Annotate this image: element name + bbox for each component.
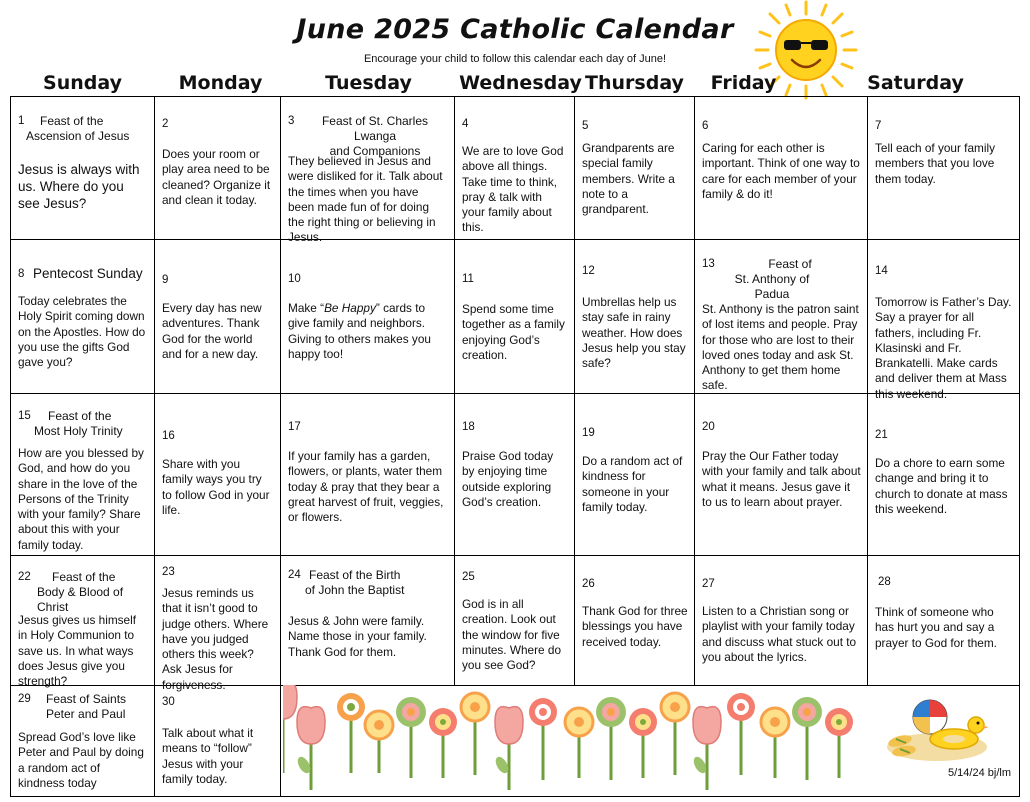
feast-title: Pentecost Sunday (33, 266, 143, 281)
day-text: Talk about what it means to “follow” Jesus with your family today. (162, 726, 254, 786)
day-text: Think of someone who has hurt you and say a prayer to God for them. (875, 605, 997, 650)
day-number: 8 (18, 268, 25, 280)
day-text: Do a chore to earn some change and bring it to church to donate at mass this weekend. (875, 456, 1008, 516)
day-text: Jesus gives us himself in Holy Communion to save us. In what ways does Jesus give you strength? (18, 613, 137, 689)
day-number: 10 (288, 273, 301, 285)
day-text: How are you blessed by God, and how do you share in the love of the Persons of the Trinity with your family? Share about this with your family today. (18, 446, 144, 552)
day-cell-29 (11, 686, 155, 797)
day-cell-21 (868, 394, 1020, 556)
day-cell-7 (868, 97, 1020, 240)
day-cell-9 (155, 240, 281, 394)
day-text: We are to love God above all things. Take time to think, pray & talk with your family about this. (462, 144, 564, 235)
day-cell-6 (695, 97, 868, 240)
day-text: Do a random act of kindness for someone in your family today. (582, 454, 683, 514)
day-cell-5 (575, 97, 695, 240)
day-text: Tell each of your family members that you love them today. (875, 141, 995, 186)
day-text: If your family has a garden, flowers, or plants, water them today & pray that they bear a great harvest of fruit, veggies, or flowers. (288, 449, 444, 525)
day-text: Thank God for three blessings you have received today. (582, 604, 688, 649)
weekday-friday: Friday (710, 72, 777, 94)
day-text: Umbrellas help us stay safe in rainy weather. How does Jesus help you stay safe? (582, 295, 686, 371)
day-number: 7 (875, 120, 882, 132)
day-number: 9 (162, 274, 169, 286)
feast-title: Feast of the Ascension of Jesus (26, 114, 130, 143)
day-cell-24 (281, 556, 455, 686)
day-text: Today celebrates the Holy Spirit coming down on the Apostles. How do you use the gifts God gave you? (18, 294, 146, 370)
day-cell-16 (155, 394, 281, 556)
day-cell-19 (575, 394, 695, 556)
weekday-monday: Monday (178, 72, 263, 94)
day-text: Pray the Our Father today with your family and talk about what it means. Jesus gave it to us to learn about prayer. (702, 449, 861, 509)
day-text: Make “Be Happy” cards to give family and neighbors. Giving to others makes you happy too! (288, 301, 431, 361)
day-number: 13 (702, 258, 715, 270)
day-text: Jesus reminds us that it isn’t good to judge others. Where have you judged others this week? Ask Jesus for forgiveness. (162, 586, 269, 692)
feast-title: Feast of the Body & Blood of Christ (37, 570, 124, 614)
day-number: 27 (702, 578, 715, 590)
day-number: 4 (462, 118, 469, 130)
day-number: 1 (18, 115, 25, 127)
weekday-sunday: Sunday (43, 72, 122, 94)
day-text: Listen to a Christian song or playlist with your family today and discuss what stuck out to you about the lyrics. (702, 604, 857, 664)
day-number: 15 (18, 410, 31, 422)
day-text: Jesus & John were family. Name those in your family. Thank God for them. (288, 614, 427, 659)
day-cell-23 (155, 556, 281, 692)
day-cell-17 (281, 394, 455, 556)
day-number: 12 (582, 265, 595, 277)
beach-toys-icon (882, 695, 992, 765)
day-number: 24 (288, 569, 301, 581)
day-number: 22 (18, 571, 31, 583)
day-text: God is in all creation. Look out the window for five minutes. Where do you see God? (462, 597, 562, 673)
day-text: St. Anthony is the patron saint of lost items and people. Pray for those who are lost to their loved ones today and ask St. Anthony to get them home safe. (702, 302, 859, 393)
day-text: Caring for each other is important. Think of one way to care for each member of your family & do it! (702, 141, 860, 201)
day-cell-18 (455, 394, 575, 556)
feast-title: Feast of St. Anthony of Padua (734, 257, 812, 301)
day-number: 6 (702, 120, 709, 132)
day-cell-26 (575, 556, 695, 686)
day-number: 11 (462, 273, 474, 285)
day-number: 18 (462, 421, 475, 433)
day-text: Share with you family ways you try to follow God in your life. (162, 457, 270, 517)
feast-title: Feast of the Birth of John the Baptist (305, 568, 405, 597)
day-cell-27 (695, 556, 868, 686)
signature: 5/14/24 bj/lm (948, 767, 1011, 779)
day-cell-1 (11, 97, 155, 240)
day-number: 20 (702, 421, 715, 433)
feast-title: Feast of St. Charles Lwanga and Companions (321, 114, 429, 158)
day-cell-15 (11, 394, 155, 556)
day-cell-2 (155, 97, 281, 240)
day-number: 2 (162, 118, 169, 130)
day-number: 16 (162, 430, 175, 442)
day-text: Spread God’s love like Peter and Paul by doing a random act of kindness today (18, 730, 144, 790)
day-text: They believed in Jesus and were disliked for it. Talk about the times when you have been made fun of for doing the right thing or believing in Jesus. (288, 154, 443, 245)
day-cell-25 (455, 556, 575, 686)
weekday-tuesday: Tuesday (325, 72, 412, 94)
day-number: 19 (582, 427, 595, 439)
day-text: Spend some time together as a family enjoying God’s creation. (462, 302, 565, 362)
day-cell-14 (868, 240, 1020, 401)
day-cell-22 (11, 556, 155, 689)
day-cell-30 (155, 686, 281, 797)
page-subtitle: Encourage your child to follow this calendar each day of June! (363, 53, 667, 65)
day-number: 29 (18, 693, 31, 705)
day-text: Every day has new adventures. Thank God for the world and for a new day. (162, 301, 262, 361)
weekday-saturday: Saturday (867, 72, 964, 94)
day-text: Jesus is always with us. Where do you see Jesus? (18, 162, 140, 211)
feast-title: Feast of Saints Peter and Paul (46, 692, 127, 721)
day-cell-13 (695, 240, 868, 394)
day-number: 25 (462, 571, 475, 583)
flower-border-icon (283, 685, 863, 790)
page-title: June 2025 Catholic Calendar (296, 14, 734, 45)
weekday-thursday: Thursday (585, 72, 684, 94)
day-text: Tomorrow is Father’s Day. Say a prayer for all fathers, including Fr. Klasinski and Fr. Brankatelli. Make cards and deliver them at Mass this weekend. (875, 295, 1012, 401)
feast-title: Feast of the Most Holy Trinity (34, 409, 123, 438)
day-number: 28 (878, 576, 891, 588)
day-cell-12 (575, 240, 695, 394)
day-text: Praise God today by enjoying time outside exploring God’s creation. (462, 449, 554, 509)
day-number: 26 (582, 578, 595, 590)
day-number: 5 (582, 120, 589, 132)
day-number: 3 (288, 115, 295, 127)
day-cell-3 (281, 97, 455, 245)
day-cell-20 (695, 394, 868, 556)
day-number: 23 (162, 566, 175, 578)
day-number: 14 (875, 265, 888, 277)
day-cell-28 (868, 556, 1020, 686)
day-number: 30 (162, 696, 175, 708)
day-text: Does your room or play area need to be cleaned? Organize it and clean it today. (162, 147, 271, 207)
day-number: 21 (875, 429, 888, 441)
day-cell-8 (11, 240, 155, 394)
day-number: 17 (288, 421, 301, 433)
day-cell-10 (281, 240, 455, 394)
day-cell-4 (455, 97, 575, 240)
day-cell-11 (455, 240, 575, 394)
weekday-wednesday: Wednesday (459, 72, 582, 94)
day-text: Grandparents are special family members. Write a note to a grandparent. (582, 141, 675, 217)
